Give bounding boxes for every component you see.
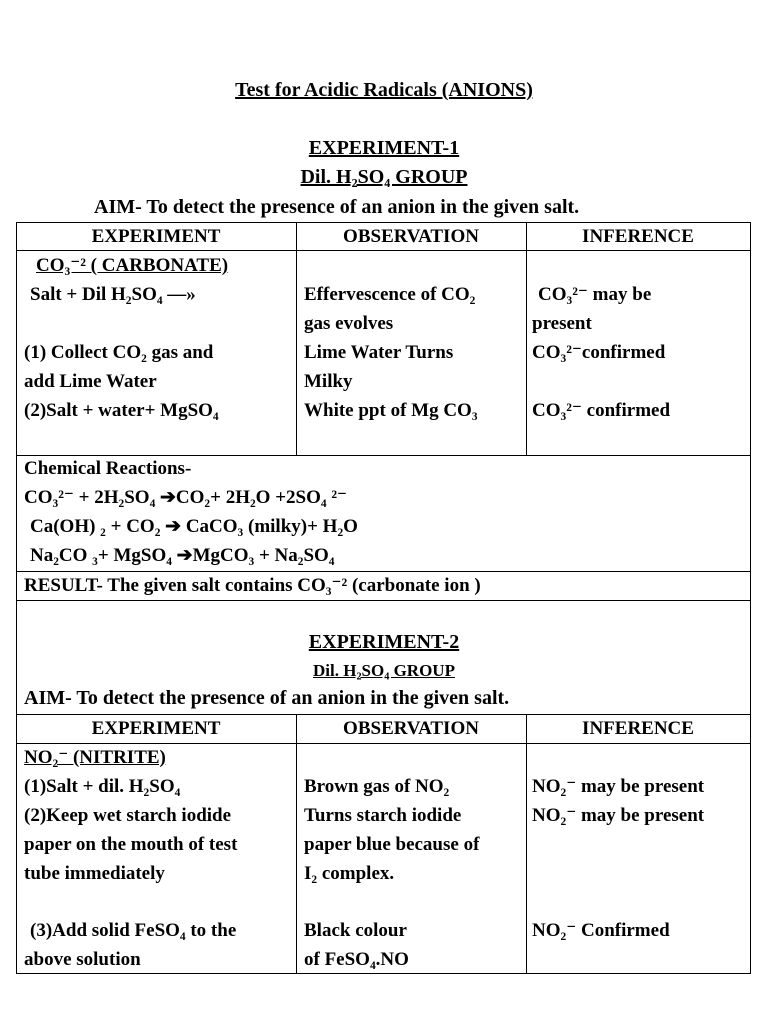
exp1-inference: CO₃²⁻confirmed bbox=[532, 342, 666, 363]
exp1-observation: gas evolves bbox=[304, 313, 394, 334]
header-inference: INFERENCE bbox=[582, 226, 694, 247]
exp1-observation: Lime Water Turns bbox=[304, 342, 454, 363]
exp1-inference: CO₃²⁻ confirmed bbox=[532, 400, 671, 421]
exp2-inference: NO₂⁻ may be present bbox=[532, 776, 705, 797]
header-experiment: EXPERIMENT bbox=[91, 226, 221, 247]
exp2-inference: NO₂⁻ may be present bbox=[532, 805, 705, 826]
exp1-inference: present bbox=[532, 313, 592, 334]
experiment-1-aim: AIM- To detect the presence of an anion in the given salt. bbox=[94, 196, 580, 218]
exp2-observation: of FeSO₄.NO bbox=[304, 949, 409, 970]
experiment-1-heading: EXPERIMENT-1 bbox=[308, 137, 460, 159]
exp1-observation: Milky bbox=[304, 371, 353, 392]
header-experiment: EXPERIMENT bbox=[91, 718, 221, 739]
exp1-step: (1) Collect CO₂ gas and bbox=[24, 342, 214, 363]
exp2-step: above solution bbox=[24, 949, 141, 970]
exp1-observation: White ppt of Mg CO₃ bbox=[304, 400, 478, 421]
experiment-2-group: Dil. H₂SO₄ GROUP bbox=[313, 661, 455, 680]
exp2-observation: Turns starch iodide bbox=[304, 805, 462, 826]
exp2-observation: Brown gas of NO₂ bbox=[304, 776, 450, 797]
exp1-step: add Lime Water bbox=[24, 371, 157, 392]
exp2-step: paper on the mouth of test bbox=[24, 834, 238, 855]
exp2-observation: paper blue because of bbox=[304, 834, 480, 855]
experiment-1-group: Dil. H₂SO₄ GROUP bbox=[300, 166, 468, 188]
result: RESULT- The given salt contains CO₃⁻² (carbonate ion ) bbox=[24, 575, 481, 596]
exp1-step: Salt + Dil H₂SO₄ —» bbox=[30, 284, 196, 305]
experiment-2-aim: AIM- To detect the presence of an anion in the given salt. bbox=[24, 687, 510, 709]
exp2-observation: I₂ complex. bbox=[304, 863, 395, 884]
exp1-inference: CO₃²⁻ may be bbox=[538, 284, 652, 305]
reaction-equation: Ca(OH) ₂ + CO₂ ➔ CaCO₃ (milky)+ H₂O bbox=[30, 516, 358, 537]
reaction-equation: Na₂CO ₃+ MgSO₄ ➔MgCO₃ + Na₂SO₄ bbox=[30, 545, 335, 566]
header-observation: OBSERVATION bbox=[343, 718, 479, 739]
header-observation: OBSERVATION bbox=[343, 226, 479, 247]
anion-carbonate: CO₃⁻² ( CARBONATE) bbox=[36, 255, 229, 276]
experiment-2-heading: EXPERIMENT-2 bbox=[308, 631, 460, 653]
exp1-step: (2)Salt + water+ MgSO₄ bbox=[24, 400, 219, 421]
exp2-observation: Black colour bbox=[304, 920, 407, 941]
exp1-observation: Effervescence of CO₂ bbox=[304, 284, 476, 305]
exp2-step: (1)Salt + dil. H₂SO₄ bbox=[24, 776, 181, 797]
exp2-step: (2)Keep wet starch iodide bbox=[24, 805, 232, 826]
exp2-inference: NO₂⁻ Confirmed bbox=[532, 920, 670, 941]
header-inference: INFERENCE bbox=[582, 718, 694, 739]
anion-nitrite: NO₂⁻ (NITRITE) bbox=[24, 747, 166, 768]
page-title: Test for Acidic Radicals (ANIONS) bbox=[235, 79, 533, 101]
exp2-step: tube immediately bbox=[24, 863, 165, 884]
exp2-step: (3)Add solid FeSO₄ to the bbox=[30, 920, 237, 941]
reactions-heading: Chemical Reactions- bbox=[24, 458, 192, 479]
reaction-equation: CO₃²⁻ + 2H₂SO₄ ➔CO₂+ 2H₂O +2SO₄ ²⁻ bbox=[24, 487, 348, 508]
